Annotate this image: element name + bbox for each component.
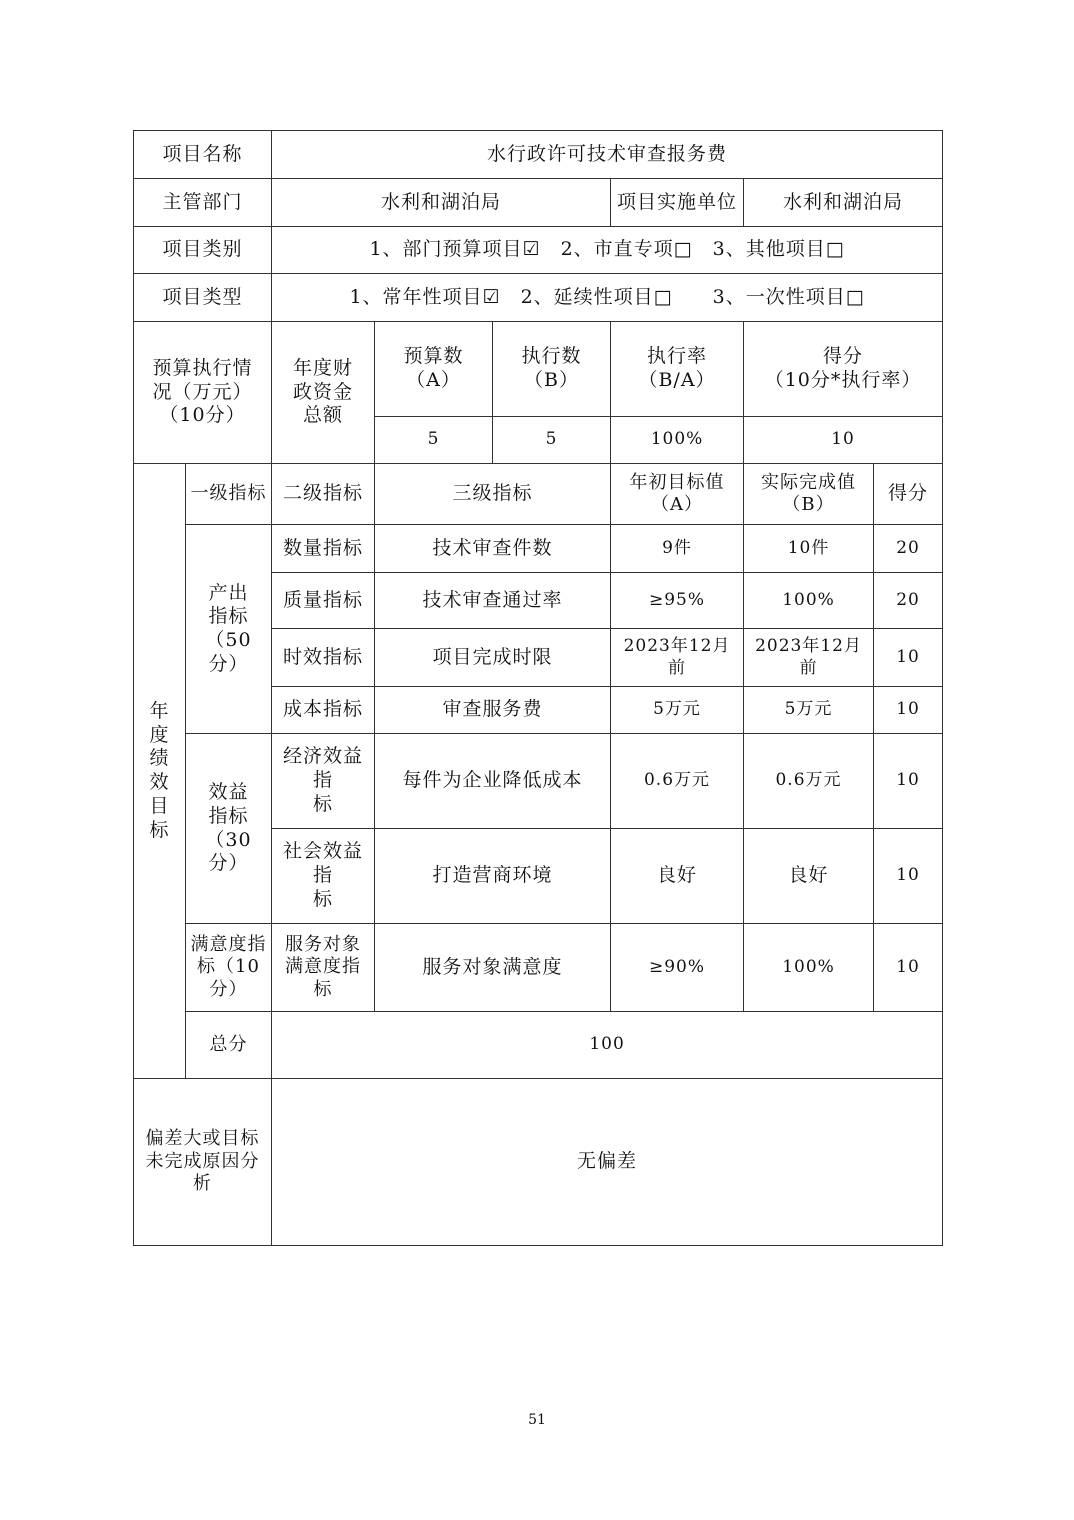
row-benefit-0 bbox=[134, 734, 943, 829]
level2-cell: 成本指标 bbox=[272, 687, 375, 734]
impl-unit-label: 项目实施单位 bbox=[611, 179, 744, 227]
perf-side-char: 绩 bbox=[149, 747, 170, 770]
benefit-indicator-label bbox=[186, 734, 272, 924]
row-budget-header bbox=[134, 322, 943, 417]
budget-amount-label: 预算数 bbox=[403, 345, 464, 368]
target-cell: 良好 bbox=[611, 829, 744, 924]
perf-side-char: 目 bbox=[149, 794, 170, 817]
actual-cell: 100% bbox=[744, 924, 874, 1012]
project-name-value: 水行政许可技术审查报务费 bbox=[272, 131, 943, 179]
category-options: 1、部门预算项目☑ 2、市直专项□ 3、其他项目□ bbox=[272, 227, 943, 274]
level3-cell: 审查服务费 bbox=[375, 687, 611, 734]
satisfaction-indicator-label: 满意度指 标（10分） bbox=[186, 924, 272, 1012]
score-cell: 20 bbox=[874, 573, 943, 629]
level2-line1: 社会效益指 bbox=[283, 840, 364, 887]
budget-amount-value: 5 bbox=[375, 417, 493, 464]
level2-cell: 质量指标 bbox=[272, 573, 375, 629]
row-output-0 bbox=[134, 525, 943, 573]
output-indicator-label bbox=[186, 525, 272, 734]
level2-line2: 标 bbox=[313, 887, 334, 910]
exec-rate-value: 100% bbox=[611, 417, 744, 464]
budget-label bbox=[134, 322, 272, 464]
actual-cell: 2023年12月前 bbox=[744, 629, 874, 687]
row-perf-header bbox=[134, 464, 943, 525]
score-cell: 10 bbox=[874, 687, 943, 734]
exec-amount-sub: （B） bbox=[524, 369, 579, 391]
row-type bbox=[134, 274, 943, 322]
benefit-label-line3: （30 bbox=[205, 828, 252, 851]
level2-cell bbox=[272, 829, 375, 924]
fund-total-label bbox=[272, 322, 375, 464]
header-actual: 实际完成值（B） bbox=[744, 464, 874, 525]
header-score: 得分 bbox=[874, 464, 943, 525]
actual-cell: 10件 bbox=[744, 525, 874, 573]
row-satisfaction bbox=[134, 924, 943, 1012]
output-label-line4: 分） bbox=[208, 652, 249, 675]
exec-rate-label: 执行率 bbox=[647, 345, 708, 368]
perf-side-label bbox=[134, 464, 186, 1079]
benefit-label-line2: 指标 bbox=[208, 804, 249, 827]
dept-value: 水利和湖泊局 bbox=[272, 179, 611, 227]
row-total bbox=[134, 1012, 943, 1079]
type-label: 项目类型 bbox=[134, 274, 272, 322]
exec-amount-header bbox=[493, 322, 611, 417]
output-label-line2: 指标 bbox=[208, 605, 249, 628]
level2-cell bbox=[272, 734, 375, 829]
target-cell: 5万元 bbox=[611, 687, 744, 734]
header-level1: 一级指标 bbox=[186, 464, 272, 525]
score-cell: 10 bbox=[874, 734, 943, 829]
level2-cell: 服务对象满意度指标 bbox=[272, 924, 375, 1012]
budget-label-line2: 况（万元） bbox=[152, 380, 253, 403]
level2-line2: 标 bbox=[313, 792, 334, 815]
category-label: 项目类别 bbox=[134, 227, 272, 274]
budget-score-label: 得分 bbox=[823, 345, 864, 368]
header-level2: 二级指标 bbox=[272, 464, 375, 525]
budget-amount-sub: （A） bbox=[406, 369, 461, 391]
exec-amount-value: 5 bbox=[493, 417, 611, 464]
actual-cell: 5万元 bbox=[744, 687, 874, 734]
target-cell: 2023年12月前 bbox=[611, 629, 744, 687]
target-cell: ≥95% bbox=[611, 573, 744, 629]
level3-cell: 技术审查通过率 bbox=[375, 573, 611, 629]
level2-line1: 经济效益指 bbox=[283, 745, 364, 792]
budget-label-line1: 预算执行情 bbox=[152, 356, 253, 379]
level3-cell: 打造营商环境 bbox=[375, 829, 611, 924]
fund-label-line1: 年度财 bbox=[293, 356, 354, 379]
deviation-value: 无偏差 bbox=[272, 1079, 943, 1246]
score-cell: 10 bbox=[874, 829, 943, 924]
level3-cell: 技术审查件数 bbox=[375, 525, 611, 573]
output-label-line3: （50 bbox=[205, 629, 252, 651]
fund-label-line3: 总额 bbox=[303, 404, 344, 427]
level3-cell: 每件为企业降低成本 bbox=[375, 734, 611, 829]
budget-amount-header bbox=[375, 322, 493, 417]
output-label-line1: 产出 bbox=[208, 581, 249, 604]
row-project-name bbox=[134, 131, 943, 179]
performance-table bbox=[133, 130, 943, 1246]
row-department bbox=[134, 179, 943, 227]
actual-cell: 100% bbox=[744, 573, 874, 629]
target-cell: 9件 bbox=[611, 525, 744, 573]
budget-score-sub: （10分*执行率） bbox=[764, 369, 922, 391]
type-options: 1、常年性项目☑ 2、延续性项目□ 3、一次性项目□ bbox=[272, 274, 943, 322]
impl-unit-value: 水利和湖泊局 bbox=[744, 179, 943, 227]
header-level3: 三级指标 bbox=[375, 464, 611, 525]
total-value: 100 bbox=[272, 1012, 943, 1079]
budget-score-value: 10 bbox=[744, 417, 943, 464]
score-cell: 10 bbox=[874, 629, 943, 687]
row-category bbox=[134, 227, 943, 274]
exec-amount-label: 执行数 bbox=[521, 345, 582, 368]
fund-label-line2: 政资金 bbox=[293, 380, 354, 403]
exec-rate-sub: （B/A） bbox=[638, 369, 716, 391]
exec-rate-header bbox=[611, 322, 744, 417]
level3-cell: 项目完成时限 bbox=[375, 629, 611, 687]
target-cell: 0.6万元 bbox=[611, 734, 744, 829]
budget-score-header bbox=[744, 322, 943, 417]
level2-cell: 数量指标 bbox=[272, 525, 375, 573]
score-cell: 20 bbox=[874, 525, 943, 573]
deviation-label: 偏差大或目标未完成原因分析 bbox=[134, 1079, 272, 1246]
project-name-label: 项目名称 bbox=[134, 131, 272, 179]
budget-label-line3: （10分） bbox=[159, 404, 246, 427]
actual-cell: 良好 bbox=[744, 829, 874, 924]
level2-cell: 时效指标 bbox=[272, 629, 375, 687]
row-deviation bbox=[134, 1079, 943, 1246]
target-cell: ≥90% bbox=[611, 924, 744, 1012]
perf-side-char: 度 bbox=[149, 723, 170, 746]
score-cell: 10 bbox=[874, 924, 943, 1012]
benefit-label-line1: 效益 bbox=[208, 781, 249, 803]
page-number: 51 bbox=[528, 1412, 546, 1428]
benefit-label-line4: 分） bbox=[208, 852, 249, 875]
dept-label: 主管部门 bbox=[134, 179, 272, 227]
actual-cell: 0.6万元 bbox=[744, 734, 874, 829]
perf-side-char: 年 bbox=[149, 699, 170, 722]
level3-cell: 服务对象满意度 bbox=[375, 924, 611, 1012]
perf-side-char: 效 bbox=[149, 771, 170, 793]
total-label: 总分 bbox=[186, 1012, 272, 1079]
header-target: 年初目标值（A） bbox=[611, 464, 744, 525]
perf-side-char: 标 bbox=[149, 818, 170, 841]
